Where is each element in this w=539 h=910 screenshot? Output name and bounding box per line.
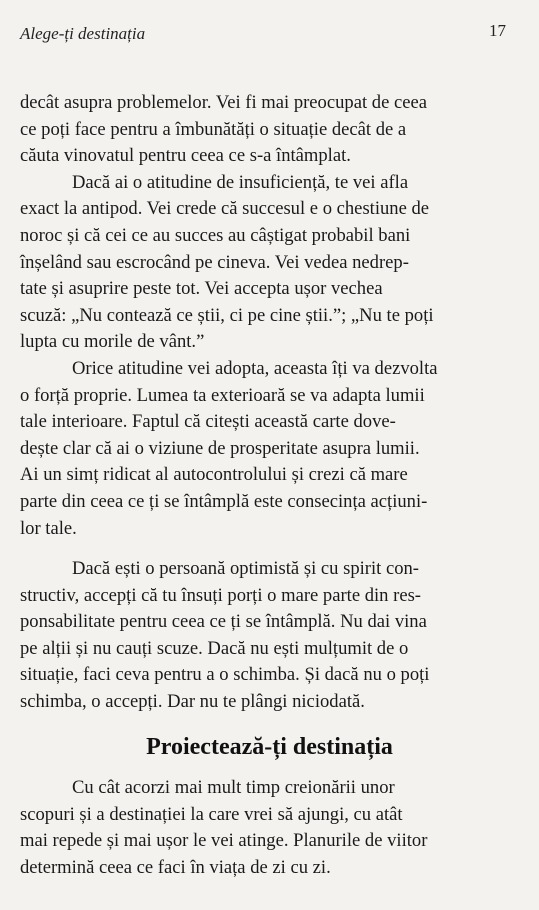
text-line: pe alții și nu cauți scuze. Dacă nu ești mulțumit de o (20, 637, 409, 659)
text-line: lupta cu morile de vânt.” (20, 331, 205, 353)
text-line: mai repede și mai ușor le vei atinge. Planurile de viitor (20, 830, 428, 852)
text-line: noroc și că cei ce au succes au câștigat probabil bani (20, 224, 411, 246)
text-line: decât asupra problemelor. Vei fi mai preocupat de ceea (20, 92, 427, 113)
text-line: căuta vinovatul pentru ceea ce s-a întâmplat. (20, 145, 351, 167)
paragraph-4 (20, 556, 505, 716)
paragraph-5 (20, 775, 505, 881)
text-line: ponsabilitate pentru ceea ce ți se întâmplă. Nu dai vina (20, 611, 427, 633)
text-line: Ai un simț ridicat al autocontrolului și crezi că mare (20, 464, 408, 486)
paragraph-2 (20, 170, 505, 356)
text-line: determină ceea ce faci în viața de zi cu zi. (20, 856, 331, 878)
text-line: scopuri și a destinației la care vrei să ajungi, cu atât (20, 803, 403, 825)
section-heading: Proiectează-ți destinația (146, 734, 393, 760)
text-line: dește clar că ai o viziune de prosperitate asupra lumii. (20, 437, 420, 459)
text-line: structiv, accepți că tu însuți porți o mare parte din res- (20, 584, 421, 606)
text-line: Orice atitudine vei adopta, aceasta îți va dezvolta (72, 357, 438, 379)
text-line: lor tale. (20, 517, 77, 539)
text-line: înșelând sau escrocând pe cineva. Vei vedea nedrep- (20, 251, 409, 273)
text-line: tale interioare. Faptul că citești această carte dove- (20, 411, 396, 433)
text-line: ce poți face pentru a îmbunătăți o situație decât de a (20, 118, 407, 140)
text-line: scuză: „Nu contează ce știi, ci pe cine știi.”; „Nu te poți (20, 304, 434, 326)
text-line: Dacă ești o persoană optimistă și cu spirit con- (72, 558, 419, 580)
page-number: 17 (489, 21, 506, 40)
text-line: Cu cât acorzi mai mult timp creionării unor (72, 777, 395, 798)
text-line: situație, faci ceva pentru a o schimba. Și dacă nu o poți (20, 664, 430, 686)
text-line: tate și asuprire peste tot. Vei accepta ușor vechea (20, 278, 383, 300)
text-line: o forță proprie. Lumea ta exterioară se va adapta lumii (20, 384, 425, 406)
body-text (20, 90, 505, 716)
paragraph-1 (20, 90, 505, 170)
text-line: schimba, o accepți. Dar nu te plângi niciodată. (20, 691, 365, 713)
paragraph-3 (20, 356, 505, 542)
text-line: parte din ceea ce ți se întâmplă este consecința acțiuni- (20, 490, 428, 512)
text-line: Dacă ai o atitudine de insuficiență, te vei afla (72, 171, 409, 193)
running-head: Alege-ți destinația (20, 24, 146, 43)
text-line: exact la antipod. Vei crede că succesul e o chestiune de (20, 198, 430, 220)
section-text (20, 775, 505, 881)
